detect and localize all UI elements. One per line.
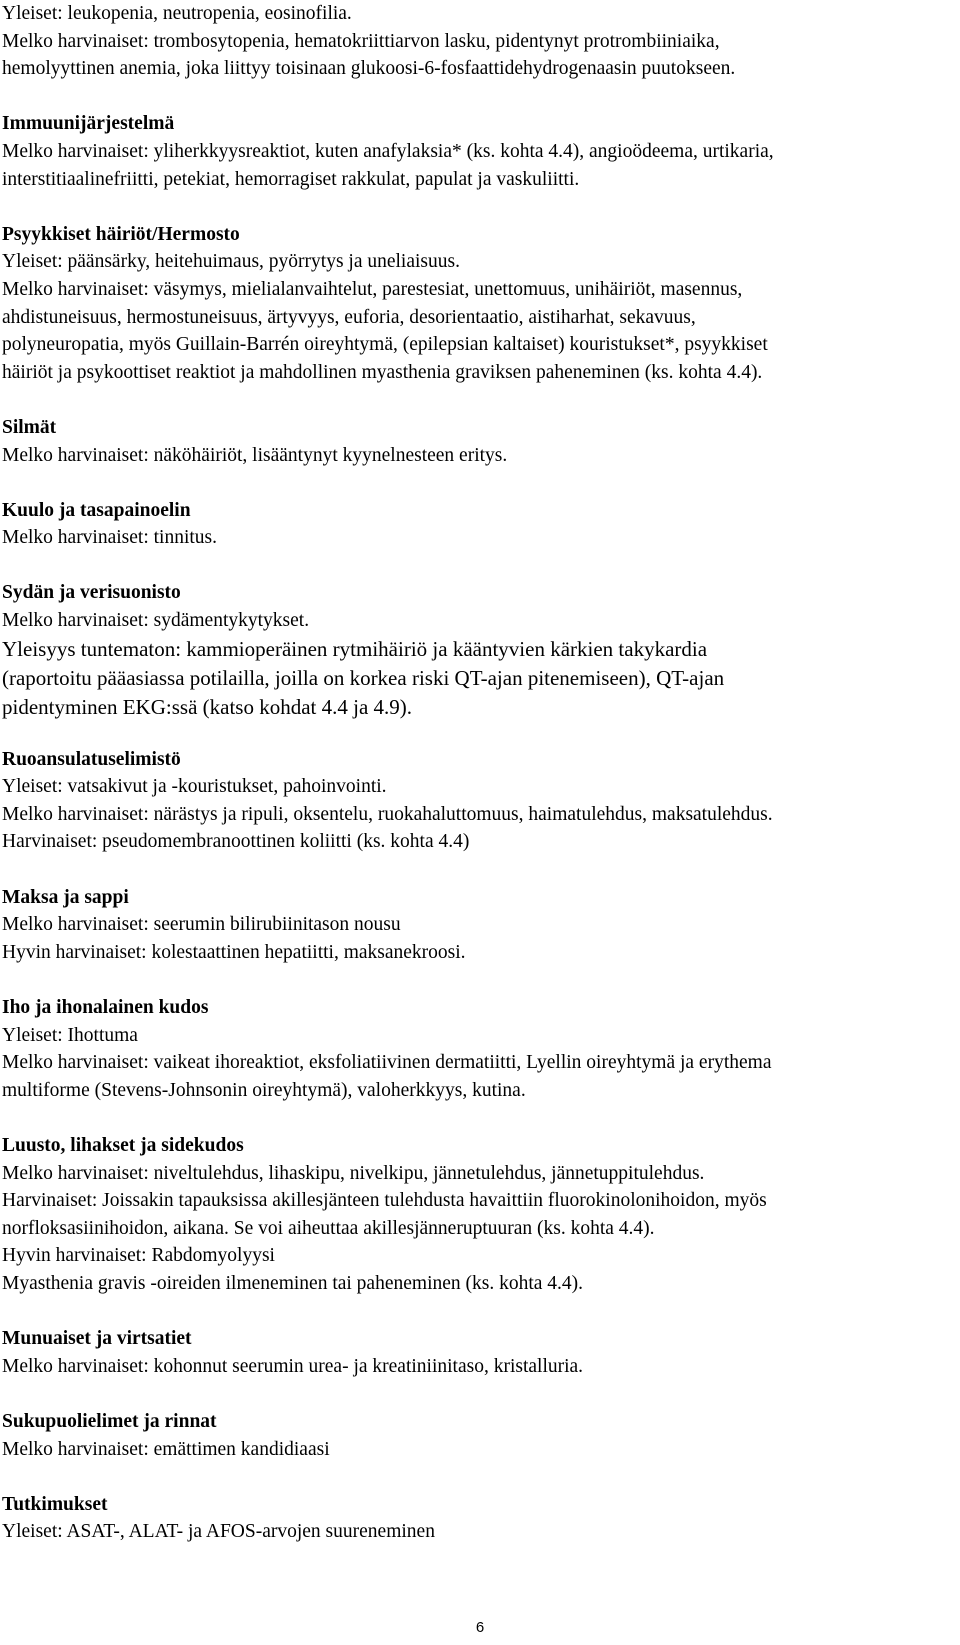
section-line: polyneuropatia, myös Guillain-Barrén oireyhtymä, (epilepsian kaltaiset) kouristukset*, psyykkiset — [2, 334, 768, 356]
section-heading: Immuunijärjestelmä — [2, 113, 175, 135]
section-line: häiriöt ja psykoottiset reaktiot ja mahdollinen myasthenia graviksen paheneminen (ks. kohta 4.4). — [2, 361, 763, 383]
section-heading: Iho ja ihonalainen kudos — [2, 997, 209, 1018]
section-psychiatric-nervous — [2, 221, 952, 387]
section-reproductive — [2, 1408, 952, 1463]
document-page — [2, 0, 952, 1546]
section-skin — [2, 994, 952, 1104]
section-heading: Munuaiset ja virtsatiet — [2, 1328, 192, 1350]
section-line: pidentyminen EKG:ssä (katso kohdat 4.4 ja 4.9). — [2, 694, 413, 719]
section-line: Hyvin harvinaiset: kolestaattinen hepatiitti, maksanekroosi. — [2, 941, 466, 963]
section-heading: Tutkimukset — [2, 1493, 108, 1515]
intro-block — [2, 0, 952, 83]
section-line: Yleiset: Ihottuma — [2, 1024, 138, 1046]
intro-line: Yleiset: leukopenia, neutropenia, eosinofilia. — [2, 3, 352, 24]
section-eyes — [2, 414, 952, 469]
section-line: Melko harvinaiset: kohonnut seerumin urea- ja kreatiniinitaso, kristalluria. — [2, 1355, 584, 1377]
section-line: Melko harvinaiset: vaikeat ihoreaktiot, eksfoliatiivinen dermatiitti, Lyellin oireyhtymä ja erythema — [2, 1052, 772, 1074]
section-line: Harvinaiset: Joissakin tapauksissa akillesjänteen tulehdusta havaittiin fluorokinolonihoidon, myös — [2, 1190, 767, 1212]
intro-line: hemolyyttinen anemia, joka liittyy toisinaan glukoosi-6-fosfaattidehydrogenaasin puutokseen. — [2, 58, 736, 80]
section-heading: Maksa ja sappi — [2, 886, 129, 908]
section-line: Yleiset: vatsakivut ja -kouristukset, pahoinvointi. — [2, 776, 387, 798]
section-heading: Silmät — [2, 416, 57, 438]
section-ear-labyrinth — [2, 497, 952, 552]
section-heading: Psyykkiset häiriöt/Hermosto — [2, 223, 240, 245]
section-line: Yleiset: päänsärky, heitehuimaus, pyörrytys ja uneliaisuus. — [2, 251, 460, 273]
section-heading: Sydän ja verisuonisto — [2, 582, 181, 604]
intro-line: Melko harvinaiset: trombosytopenia, hematokriittiarvon lasku, pidentynyt protrombiiniaika, — [2, 30, 720, 52]
section-cardiovascular — [2, 579, 952, 721]
section-line: Melko harvinaiset: niveltulehdus, lihaskipu, nivelkipu, jännetulehdus, jännetuppitulehdus. — [2, 1162, 705, 1184]
section-hepatobiliary — [2, 884, 952, 967]
section-musculoskeletal — [2, 1132, 952, 1298]
section-line: Melko harvinaiset: emättimen kandidiaasi — [2, 1438, 330, 1460]
section-line: Melko harvinaiset: tinnitus. — [2, 527, 218, 549]
section-renal-urinary — [2, 1325, 952, 1380]
section-heading: Luusto, lihakset ja sidekudos — [2, 1134, 244, 1156]
section-line: Melko harvinaiset: yliherkkyysreaktiot, kuten anafylaksia* (ks. kohta 4.4), angioödeema, urtikaria, — [2, 140, 774, 162]
section-line: norfloksasiinihoidon, aikana. Se voi aiheuttaa akillesjänneruptuuran (ks. kohta 4.4). — [2, 1217, 655, 1239]
section-heading: Sukupuolielimet ja rinnat — [2, 1410, 217, 1432]
section-immune-system — [2, 110, 952, 193]
section-line: interstitiaalinefriitti, petekiat, hemorragiset rakkulat, papulat ja vaskuliitti. — [2, 168, 580, 190]
section-gastrointestinal — [2, 746, 952, 856]
section-line: Melko harvinaiset: närästys ja ripuli, oksentelu, ruokahaluttomuus, haimatulehdus, maksatulehdus. — [2, 803, 773, 825]
section-investigations — [2, 1491, 952, 1546]
section-line: Yleisyys tuntematon: kammioperäinen rytmihäiriö ja kääntyvien kärkien takykardia — [2, 636, 708, 661]
section-line: ahdistuneisuus, hermostuneisuus, ärtyvyys, euforia, desorientaatio, aistiharhat, sekavuus, — [2, 306, 696, 328]
section-line: Harvinaiset: pseudomembranoottinen koliitti (ks. kohta 4.4) — [2, 831, 470, 853]
section-line: Hyvin harvinaiset: Rabdomyolyysi — [2, 1245, 275, 1267]
section-line: Melko harvinaiset: väsymys, mielialanvaihtelut, parestesiat, unettomuus, unihäiriöt, masennus, — [2, 278, 743, 300]
section-line: Melko harvinaiset: näköhäiriöt, lisääntynyt kyynelnesteen eritys. — [2, 444, 508, 466]
section-heading: Kuulo ja tasapainoelin — [2, 499, 191, 521]
section-line: multiforme (Stevens-Johnsonin oireyhtymä), valoherkkyys, kutina. — [2, 1079, 526, 1101]
section-line: Melko harvinaiset: sydämentykytykset. — [2, 610, 310, 632]
page-number: 6 — [475, 1619, 485, 1636]
section-line: Yleiset: ASAT-, ALAT- ja AFOS-arvojen suureneminen — [2, 1521, 435, 1543]
section-line: Melko harvinaiset: seerumin bilirubiinitason nousu — [2, 914, 401, 936]
section-line: (raportoitu pääasiassa potilailla, joilla on korkea riski QT-ajan pitenemiseen), QT-ajan — [2, 665, 725, 690]
section-heading: Ruoansulatuselimistö — [2, 748, 181, 770]
section-line: Myasthenia gravis -oireiden ilmeneminen tai paheneminen (ks. kohta 4.4). — [2, 1272, 584, 1294]
